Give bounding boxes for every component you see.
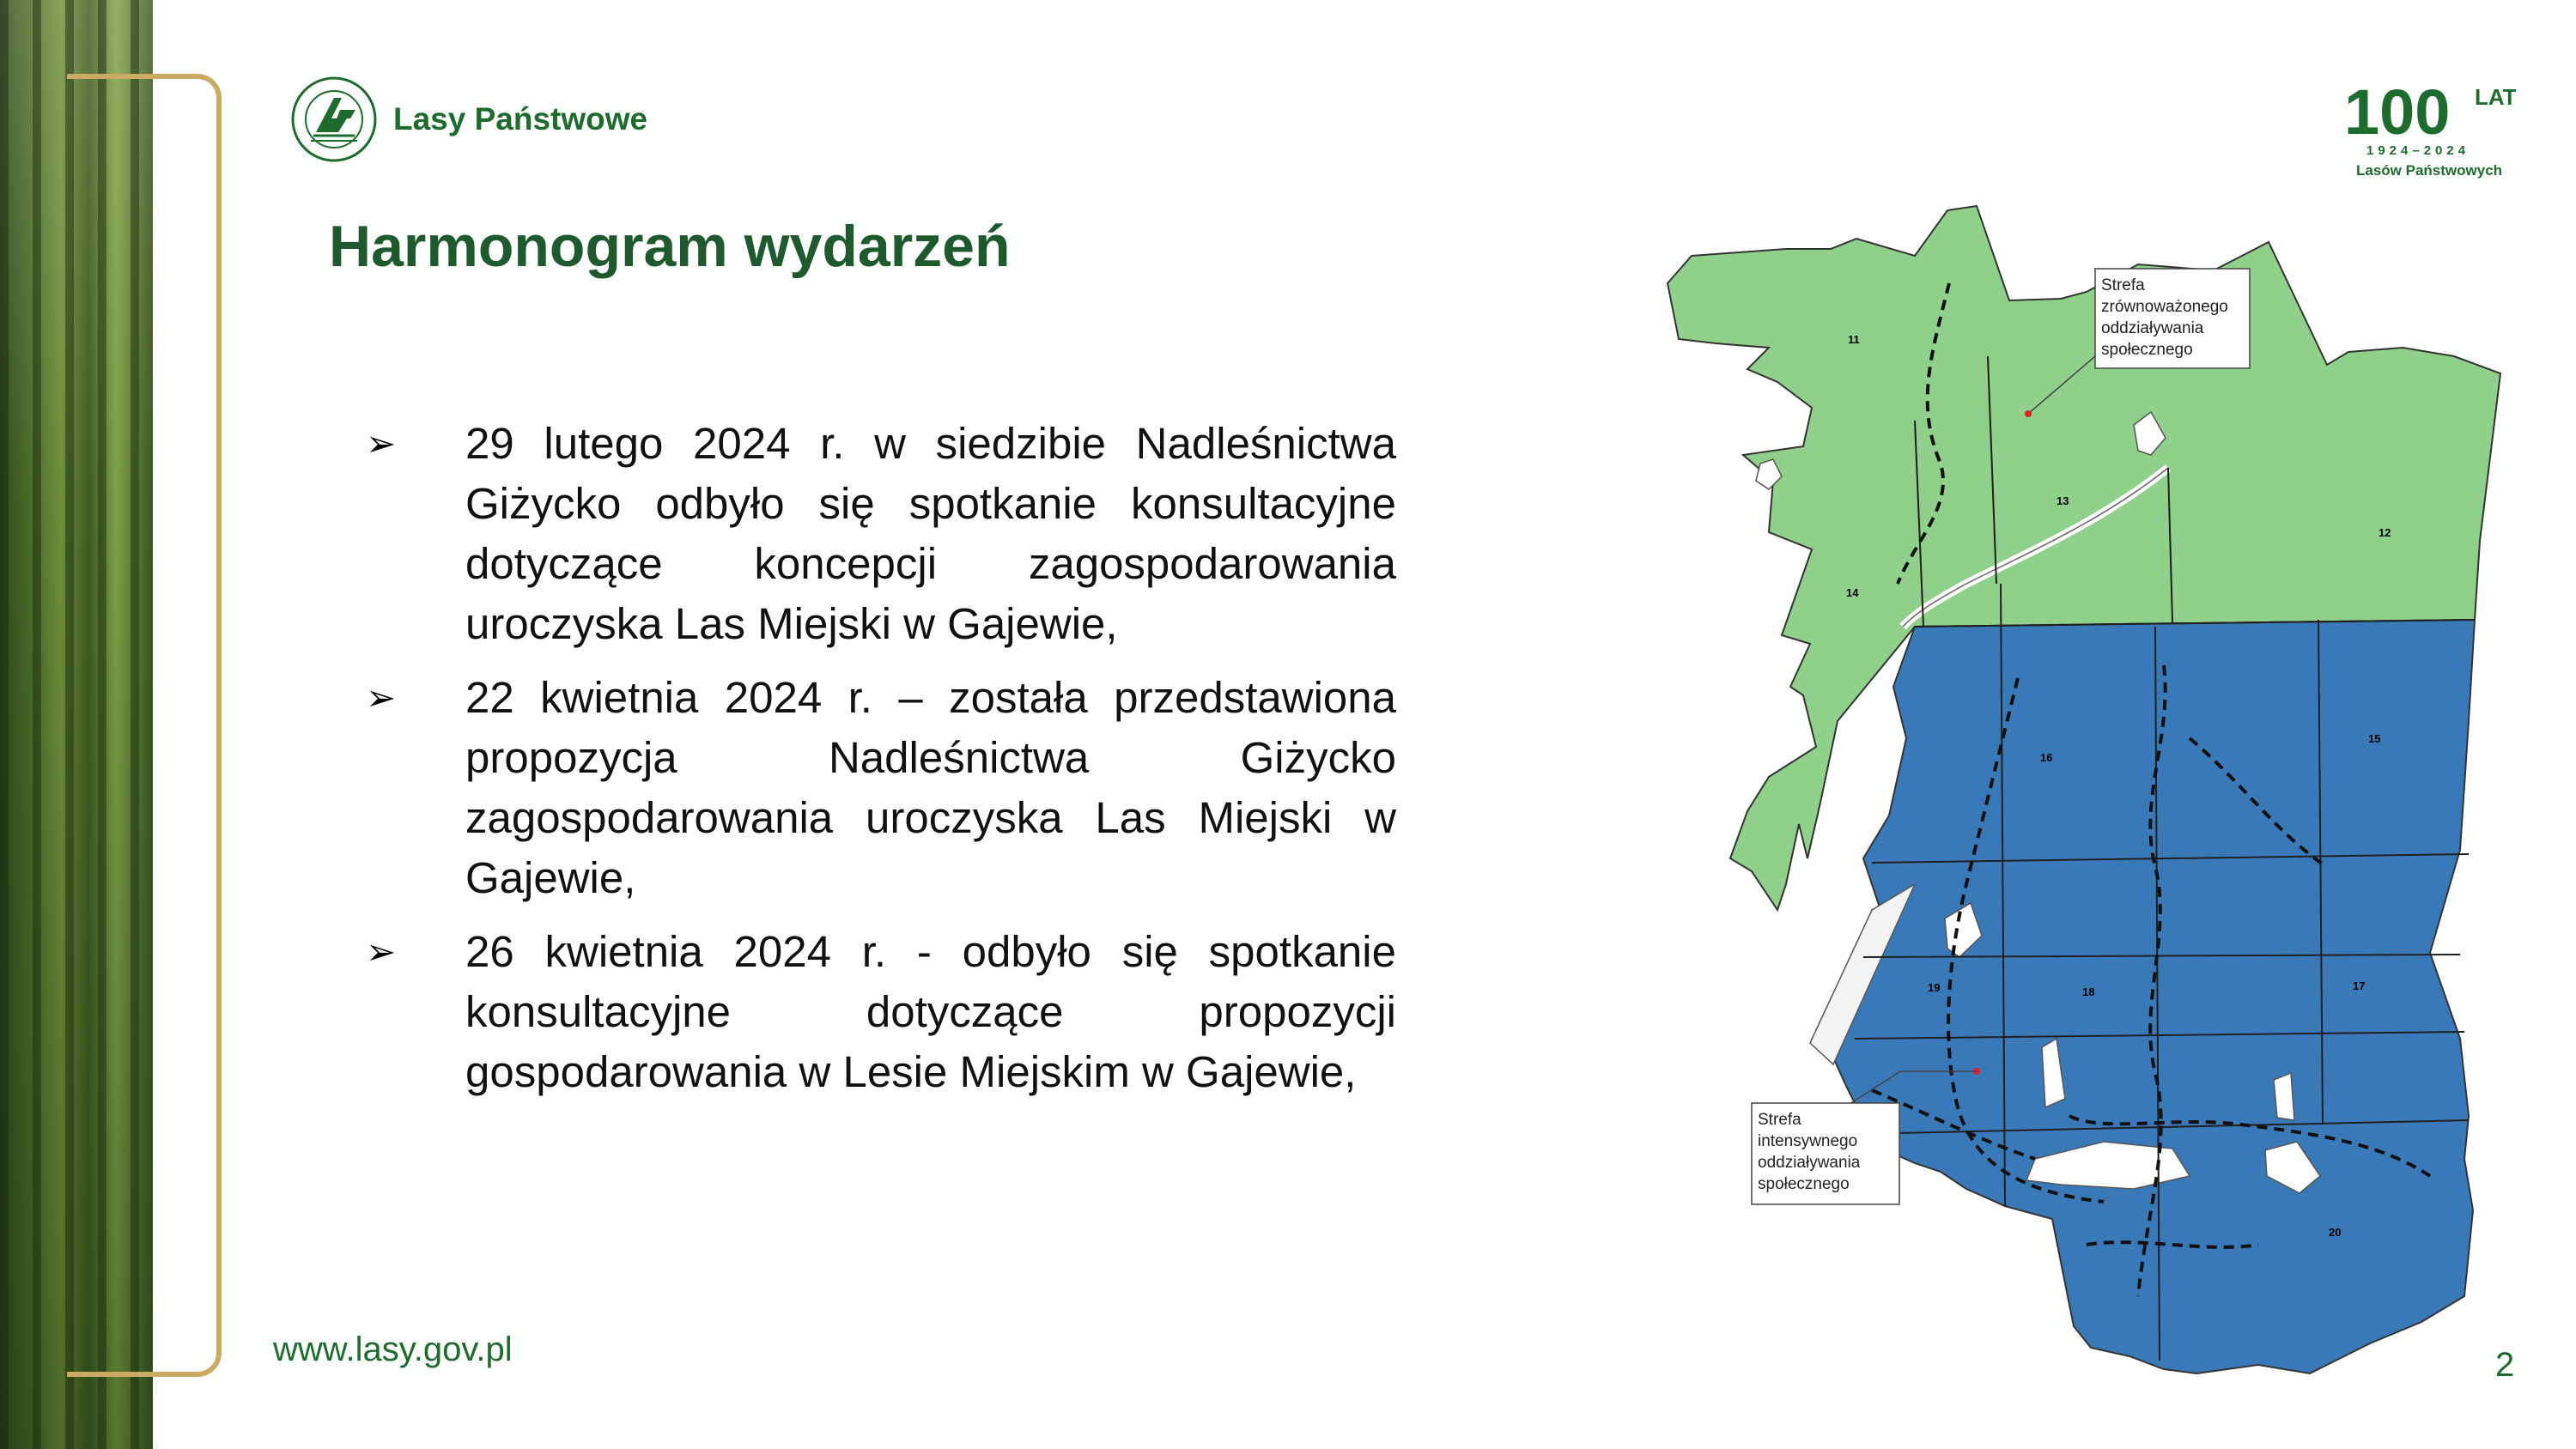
list-item [366, 668, 1396, 908]
svg-text:12: 12 [2379, 526, 2391, 539]
forest-zones-map [1657, 180, 2507, 1382]
arrowhead-bullet-icon: ➢ [366, 931, 397, 972]
anniversary-number: 100 [2344, 76, 2451, 148]
svg-text:19: 19 [1928, 981, 1941, 994]
balanced-label-line: Strefa [2101, 276, 2145, 294]
event-text: 26 kwietnia 2024 r. - odbyło się spotkanie konsultacyjne dotyczące propozycji gospodarowania w Lesie Miejskim w Gajewie, [465, 927, 1396, 1096]
svg-text:11: 11 [1848, 333, 1860, 346]
marker-dot-icon [2025, 410, 2032, 417]
logo-name: Lasy Państwowe [393, 101, 648, 136]
intensive-label-line: społecznego [1758, 1175, 1850, 1193]
anniversary-years: 1924–2024 [2366, 143, 2470, 158]
list-item [366, 414, 1396, 654]
page-title: Harmonogram wydarzeń [329, 214, 1011, 279]
event-text: 29 lutego 2024 r. w siedzibie Nadleśnictwa Giżycko odbyło się spotkanie konsultacyjne dotyczące koncepcji zagospodarowania uroczyska Las Miejski w Gajewie, [465, 419, 1396, 648]
event-text: 22 kwietnia 2024 r. – została przedstawiona propozycja Nadleśnictwa Giżycko zagospodarowania uroczyska Las Miejski w Gajewie, [465, 673, 1396, 902]
svg-text:17: 17 [2353, 979, 2366, 992]
svg-text:18: 18 [2082, 985, 2095, 998]
svg-text:20: 20 [2329, 1226, 2342, 1239]
decorative-gold-frame [67, 74, 222, 1377]
svg-text:15: 15 [2368, 732, 2381, 745]
arrowhead-bullet-icon: ➢ [366, 423, 397, 464]
anniversary-org: Lasów Państwowych [2356, 162, 2503, 179]
lasy-panstwowe-logo[interactable] [290, 76, 647, 163]
lasy-panstwowe-emblem-icon [290, 76, 378, 163]
balanced-label-line: społecznego [2101, 341, 2193, 359]
page-number: 2 [2495, 1346, 2515, 1384]
website-link[interactable]: www.lasy.gov.pl [273, 1331, 513, 1368]
intensive-label-line: intensywnego [1758, 1132, 1858, 1150]
anniversary-suffix: LAT [2475, 84, 2516, 110]
balanced-label-line: zrównoważonego [2101, 298, 2228, 316]
anniversary-100-logo [2344, 74, 2516, 185]
intensive-label-line: oddziaływania [1758, 1154, 1861, 1172]
svg-text:16: 16 [2040, 751, 2053, 764]
event-list [366, 414, 1396, 1116]
list-item [366, 922, 1396, 1102]
arrowhead-bullet-icon: ➢ [366, 677, 397, 718]
svg-text:13: 13 [2057, 494, 2069, 507]
open-land-patch [2274, 1073, 2294, 1120]
intensive-label-line: Strefa [1758, 1111, 1801, 1129]
svg-text:14: 14 [1846, 586, 1859, 599]
balanced-label-line: oddziaływania [2101, 319, 2204, 337]
